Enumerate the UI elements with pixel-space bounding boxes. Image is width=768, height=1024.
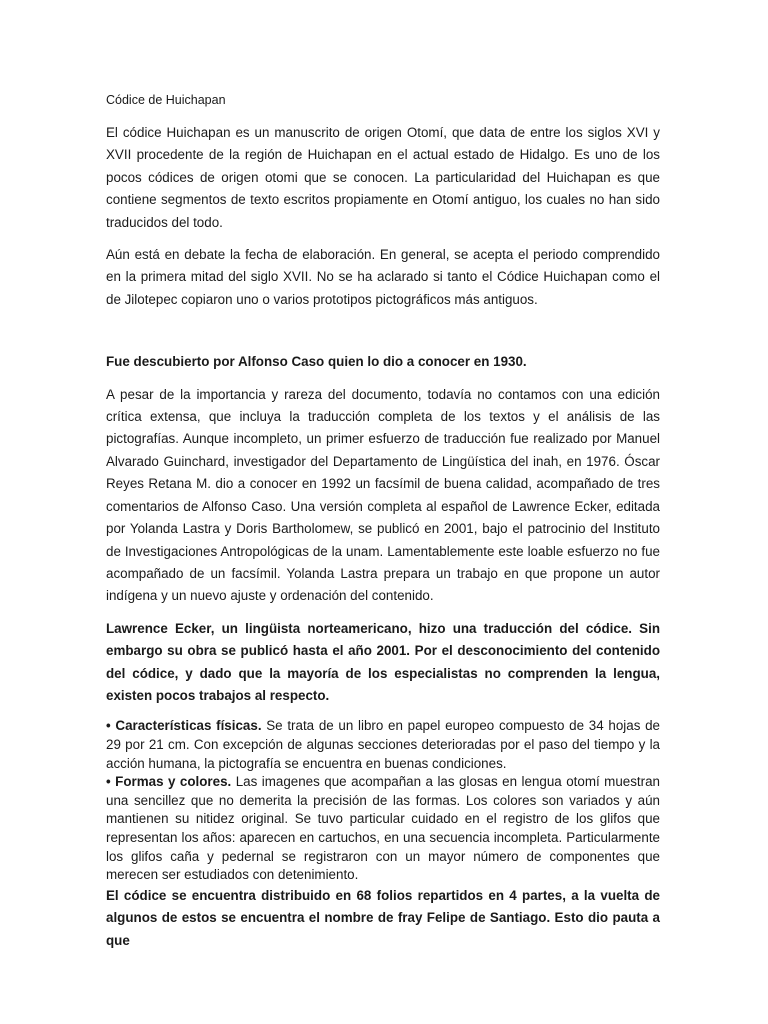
bullet-label: • Características físicas. xyxy=(106,718,262,734)
bullet-text: Las imagenes que acompañan a las glosas en lengua otomí muestran una sencillez que no demerita la precisión de las formas. Los colores son variados y aún mantienen su nitidez original. Se tuvo particular cuidado en el registro de los glifos que representan los años: aparecen en cartuchos, en una secuencia incompleta. Particularmente los glifos caña y pedernal se registraron con un mayor número de componentes que merecen ser estudiados con detenimiento. xyxy=(106,774,660,883)
paragraph-discovery: Fue descubierto por Alfonso Caso quien lo dio a conocer en 1930. xyxy=(106,354,527,370)
paragraph-date-debate: Aún está en debate la fecha de elaboración. En general, se acepta el periodo comprendido en la primera mitad del siglo XVII. No se ha aclarado si tanto el Códice Huichapan como el de Jilotepec copiaron uno o varios prototipos pictográficos más antiguos. xyxy=(106,247,660,307)
document-page xyxy=(106,90,660,962)
paragraph-distribution: El códice se encuentra distribuido en 68 folios repartidos en 4 partes, a la vuelta de algunos de estos se encuentra el nombre de fray Felipe de Santiago. Esto dio pauta a que xyxy=(106,887,660,948)
bullet-label: • Formas y colores. xyxy=(106,774,232,790)
paragraph-ecker-translation: Lawrence Ecker, un lingüista norteamericano, hizo una traducción del códice. Sin embargo su obra se publicó hasta el año 2001. Por el desconocimiento del contenido del códice, y dado que la mayoría de los especialistas no comprenden la lengua, existen pocos trabajos al respecto. xyxy=(106,620,660,703)
bullet-physical-characteristics xyxy=(106,717,660,773)
document-title: Códice de Huichapan xyxy=(106,93,226,107)
bullet-forms-colors xyxy=(106,773,660,885)
section-spacer xyxy=(106,321,660,351)
paragraph-translation-history: A pesar de la importancia y rareza del documento, todavía no contamos con una edición crítica extensa, que incluya la traducción completa de los textos y el análisis de las pictografías. Aunque incompleto, un primer esfuerzo de traducción fue realizado por Manuel Alvarado Guinchard, investigador del Departamento de Lingüística del inah, en 1976. Óscar Reyes Retana M. dio a conocer en 1992 un facsímil de buena calidad, acompañado de tres comentarios de Alfonso Caso. Una versión completa al español de Lawrence Ecker, editada por Yolanda Lastra y Doris Bartholomew, se publicó en 2001, bajo el patrocinio del Instituto de Investigaciones Antropológicas de la unam. Lamentablemente este loable esfuerzo no fue acompañado de un facsímil. Yolanda Lastra prepara un trabajo en que propone un autor indígena y un nuevo ajuste y ordenación del contenido. xyxy=(106,386,660,604)
paragraph-origin: El códice Huichapan es un manuscrito de origen Otomí, que data de entre los siglos XVI y XVII procedente de la región de Huichapan en el actual estado de Hidalgo. Es uno de los pocos códices de origen otomi que se conocen. La particularidad del Huichapan es que contiene segmentos de texto escritos propiamente en Otomí antiguo, los cuales no han sido traducidos del todo. xyxy=(106,125,660,230)
bullet-text: Se trata de un libro en papel europeo compuesto de 34 hojas de 29 por 21 cm. Con excepción de algunas secciones deterioradas por el paso del tiempo y la acción humana, la pictografía se encuentra en buenas condiciones. xyxy=(106,718,660,771)
